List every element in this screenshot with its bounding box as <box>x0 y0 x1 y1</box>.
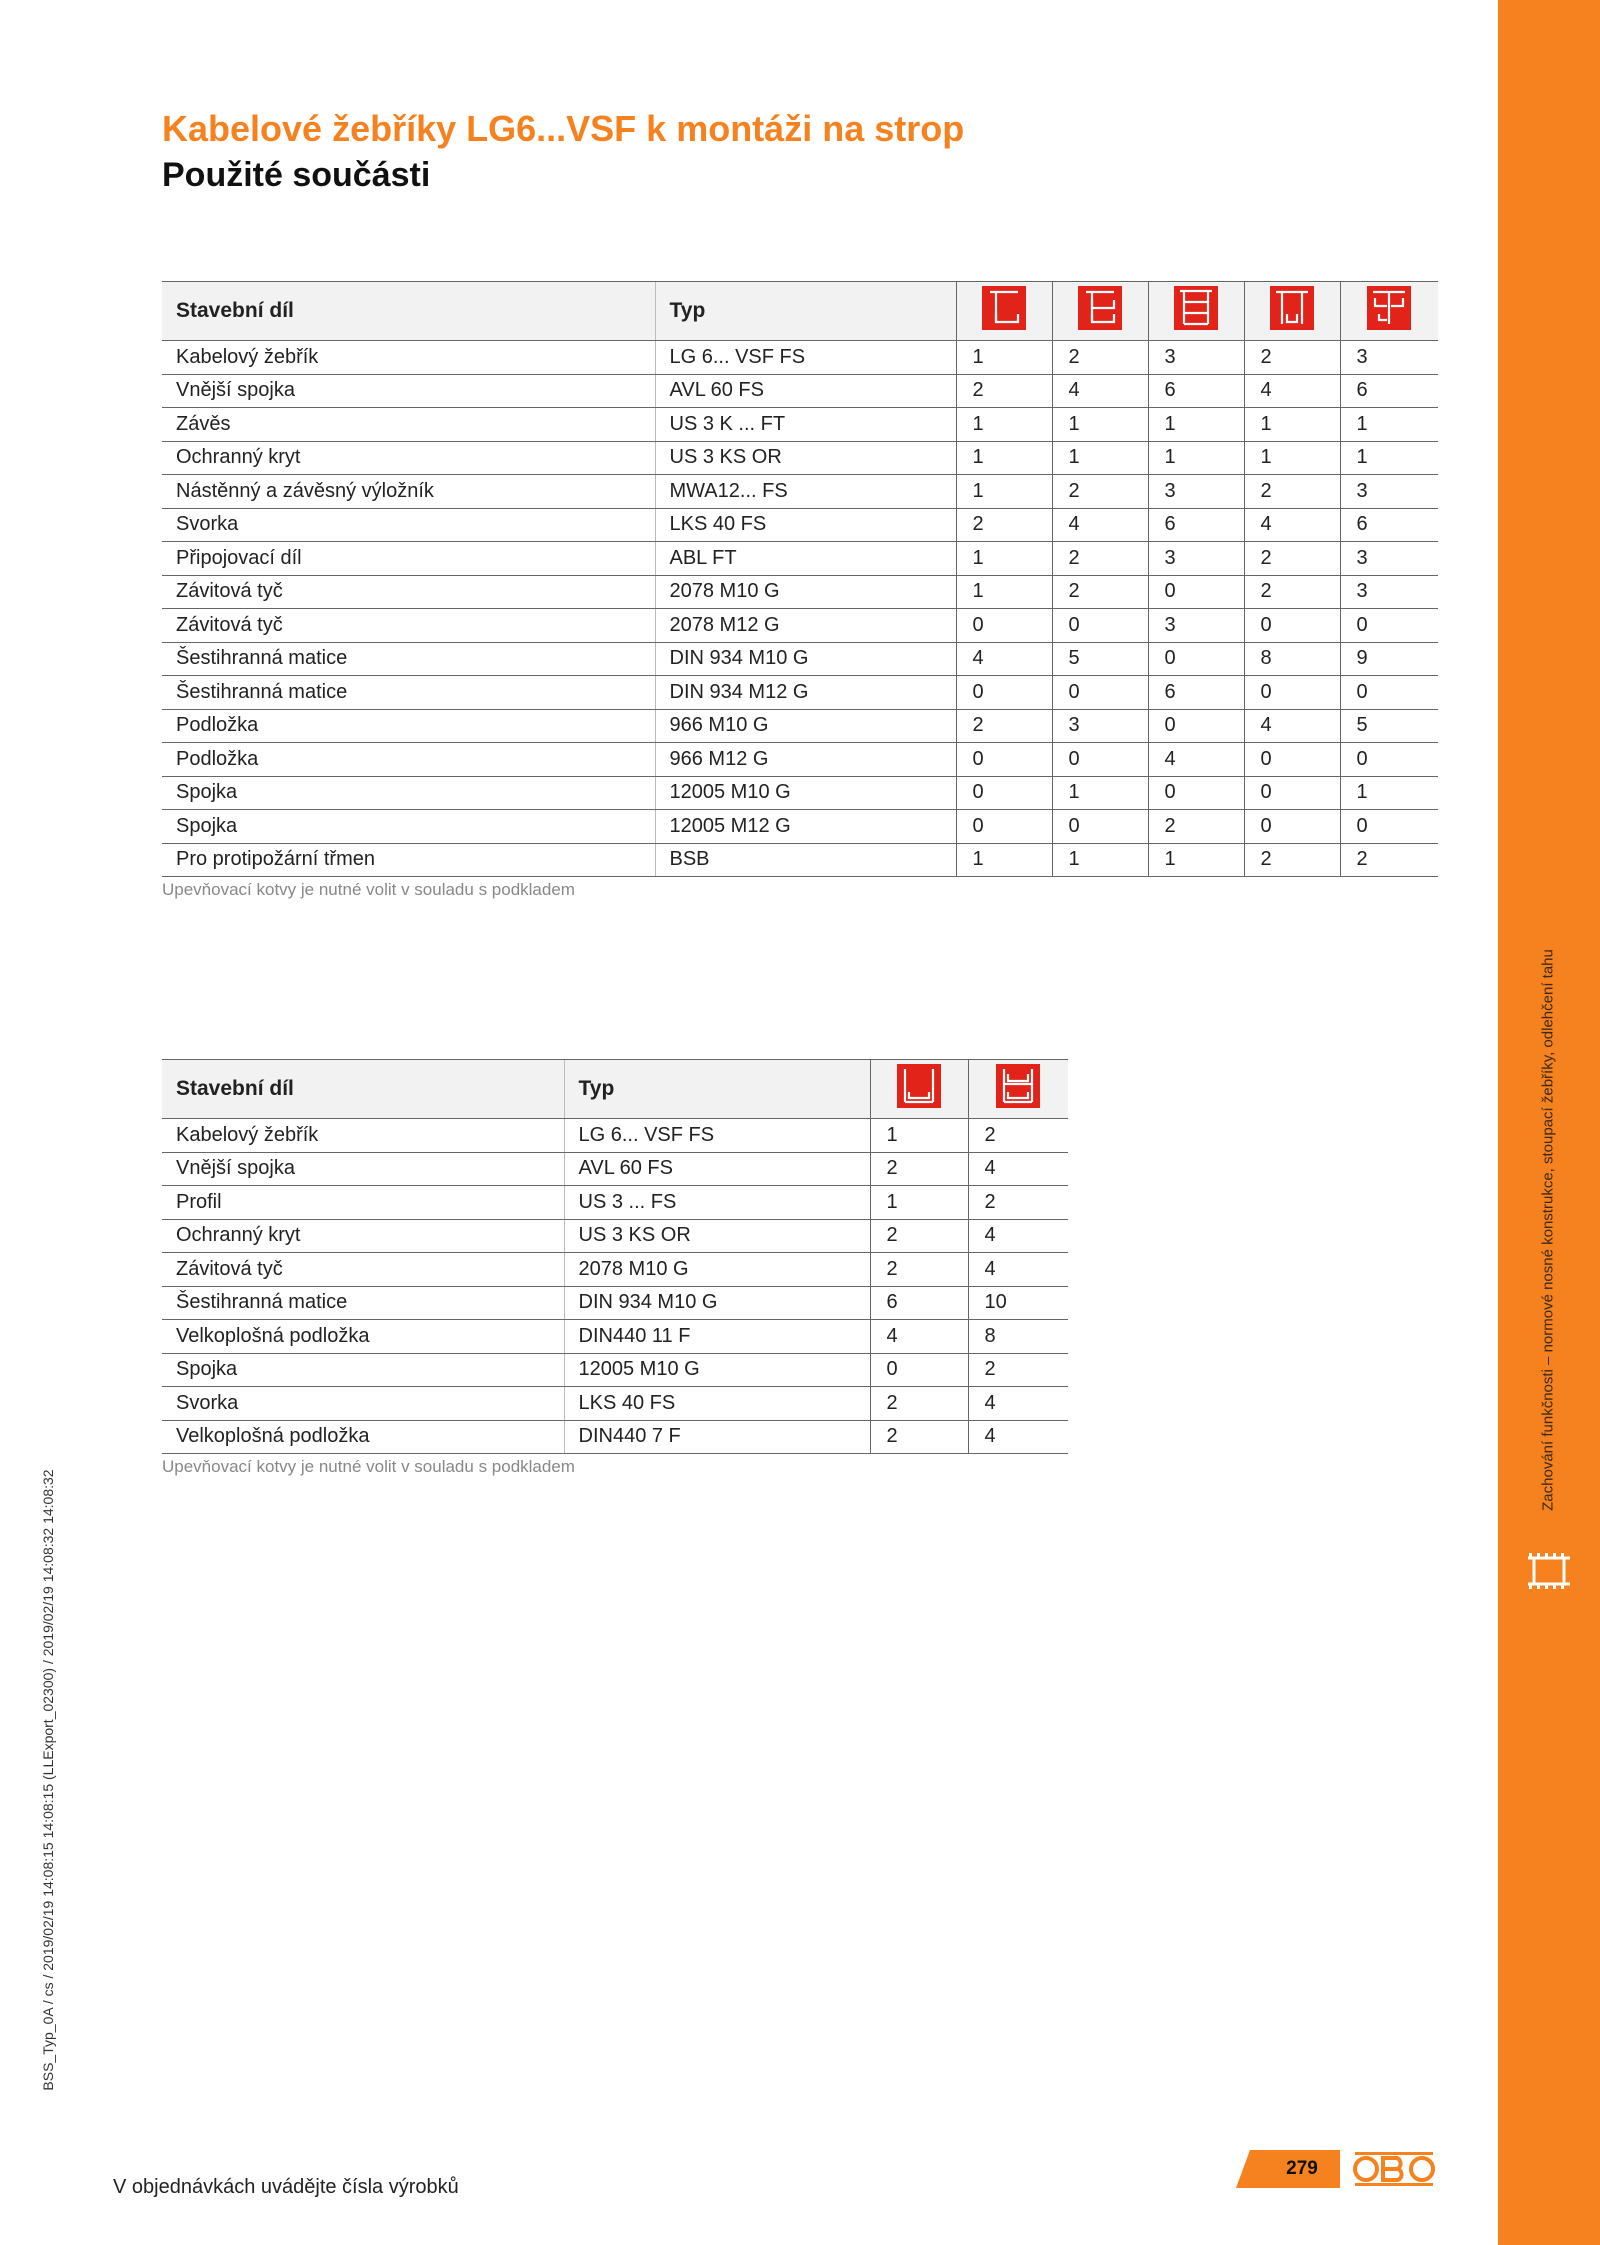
quantity-cell: 0 <box>1244 776 1340 810</box>
part-name-cell: Podložka <box>162 709 655 743</box>
quantity-cell: 1 <box>1244 441 1340 475</box>
part-name-cell: Závitová tyč <box>162 1253 564 1287</box>
quantity-cell: 2 <box>1340 843 1438 877</box>
quantity-cell: 0 <box>956 676 1052 710</box>
table-header-row <box>162 1060 1068 1119</box>
quantity-cell: 2 <box>1052 542 1148 576</box>
quantity-cell: 3 <box>1340 341 1438 375</box>
quantity-cell: 4 <box>1052 508 1148 542</box>
quantity-cell: 6 <box>1340 374 1438 408</box>
part-name-cell: Kabelový žebřík <box>162 1119 564 1153</box>
quantity-cell: 0 <box>956 609 1052 643</box>
quantity-cell: 5 <box>1340 709 1438 743</box>
table-header-row <box>162 282 1438 341</box>
part-name-cell: Spojka <box>162 776 655 810</box>
part-type-cell: MWA12... FS <box>655 475 956 509</box>
part-name-cell: Podložka <box>162 743 655 777</box>
part-type-cell: 966 M10 G <box>655 709 956 743</box>
part-name-cell: Šestihranná matice <box>162 1286 564 1320</box>
part-type-cell: DIN 934 M10 G <box>564 1286 870 1320</box>
quantity-cell: 2 <box>870 1219 968 1253</box>
trapeze-double-icon <box>996 1064 1040 1114</box>
quantity-cell: 1 <box>956 441 1052 475</box>
page-title: Kabelové žebříky LG6...VSF k montáži na strop <box>162 108 965 149</box>
export-metadata: BSS_Typ_0A / cs / 2019/02/19 14:08:15 14:08:15 (LLExport_02300) / 2019/02/19 14:08:32 14:08:32 <box>40 1469 56 2091</box>
table-row <box>162 1420 1068 1454</box>
table-row <box>162 508 1438 542</box>
table-row <box>162 709 1438 743</box>
table-row <box>162 475 1438 509</box>
quantity-cell: 1 <box>1340 776 1438 810</box>
quantity-cell: 4 <box>956 642 1052 676</box>
quantity-cell: 0 <box>1244 609 1340 643</box>
table-row <box>162 843 1438 877</box>
part-name-cell: Závitová tyč <box>162 575 655 609</box>
quantity-cell: 1 <box>1340 408 1438 442</box>
quantity-cell: 6 <box>1148 676 1244 710</box>
part-type-cell: 12005 M10 G <box>655 776 956 810</box>
quantity-cell: 2 <box>870 1420 968 1454</box>
quantity-cell: 2 <box>870 1253 968 1287</box>
quantity-cell: 2 <box>1244 843 1340 877</box>
table-row <box>162 642 1438 676</box>
quantity-cell: 3 <box>1148 609 1244 643</box>
table-row <box>162 1353 1068 1387</box>
page-subtitle: Použité součásti <box>162 156 431 194</box>
quantity-cell: 0 <box>1244 810 1340 844</box>
quantity-cell: 4 <box>1244 374 1340 408</box>
ceiling-mount-center-hanger-icon <box>1367 286 1411 336</box>
quantity-cell: 4 <box>1052 374 1148 408</box>
column-header-variant-5 <box>1340 282 1438 341</box>
table-row <box>162 542 1438 576</box>
quantity-cell: 2 <box>870 1152 968 1186</box>
quantity-cell: 4 <box>968 1152 1068 1186</box>
quantity-cell: 2 <box>956 709 1052 743</box>
quantity-cell: 2 <box>1052 475 1148 509</box>
part-name-cell: Vnější spojka <box>162 374 655 408</box>
table-row <box>162 810 1438 844</box>
part-type-cell: 12005 M10 G <box>564 1353 870 1387</box>
part-type-cell: DIN440 7 F <box>564 1420 870 1454</box>
part-type-cell: 2078 M10 G <box>655 575 956 609</box>
ceiling-mount-single-icon <box>982 286 1026 336</box>
quantity-cell: 1 <box>1148 843 1244 877</box>
quantity-cell: 1 <box>1340 441 1438 475</box>
part-name-cell: Spojka <box>162 1353 564 1387</box>
table-row <box>162 609 1438 643</box>
quantity-cell: 1 <box>1052 776 1148 810</box>
quantity-cell: 2 <box>956 508 1052 542</box>
quantity-cell: 2 <box>1244 575 1340 609</box>
table-row <box>162 575 1438 609</box>
quantity-cell: 1 <box>1052 408 1148 442</box>
quantity-cell: 2 <box>968 1186 1068 1220</box>
part-name-cell: Spojka <box>162 810 655 844</box>
part-type-cell: LG 6... VSF FS <box>564 1119 870 1153</box>
quantity-cell: 3 <box>1340 542 1438 576</box>
quantity-cell: 0 <box>1052 810 1148 844</box>
page-number: 279 <box>1286 2158 1318 2179</box>
quantity-cell: 1 <box>870 1119 968 1153</box>
quantity-cell: 0 <box>870 1353 968 1387</box>
quantity-cell: 2 <box>1244 542 1340 576</box>
quantity-cell: 6 <box>1340 508 1438 542</box>
part-type-cell: ABL FT <box>655 542 956 576</box>
part-name-cell: Velkoplošná podložka <box>162 1320 564 1354</box>
quantity-cell: 6 <box>1148 508 1244 542</box>
quantity-cell: 0 <box>1052 743 1148 777</box>
part-type-cell: 12005 M12 G <box>655 810 956 844</box>
part-name-cell: Připojovací díl <box>162 542 655 576</box>
quantity-cell: 2 <box>1052 341 1148 375</box>
part-name-cell: Ochranný kryt <box>162 1219 564 1253</box>
part-name-cell: Šestihranná matice <box>162 642 655 676</box>
quantity-cell: 3 <box>1340 575 1438 609</box>
quantity-cell: 1 <box>1148 441 1244 475</box>
table-row <box>162 408 1438 442</box>
column-header-variant-3 <box>1148 282 1244 341</box>
column-header-part: Stavební díl <box>162 282 655 341</box>
quantity-cell: 0 <box>1148 642 1244 676</box>
table-row <box>162 441 1438 475</box>
part-name-cell: Pro protipožární třmen <box>162 843 655 877</box>
table-row <box>162 1320 1068 1354</box>
part-name-cell: Závitová tyč <box>162 609 655 643</box>
quantity-cell: 0 <box>1244 676 1340 710</box>
quantity-cell: 4 <box>968 1253 1068 1287</box>
quantity-cell: 0 <box>956 776 1052 810</box>
part-type-cell: AVL 60 FS <box>655 374 956 408</box>
part-name-cell: Závěs <box>162 408 655 442</box>
quantity-cell: 0 <box>956 810 1052 844</box>
part-type-cell: US 3 KS OR <box>655 441 956 475</box>
part-type-cell: DIN440 11 F <box>564 1320 870 1354</box>
quantity-cell: 5 <box>1052 642 1148 676</box>
quantity-cell: 4 <box>1244 709 1340 743</box>
part-type-cell: US 3 KS OR <box>564 1219 870 1253</box>
column-header-variant-1 <box>870 1060 968 1119</box>
quantity-cell: 2 <box>1148 810 1244 844</box>
quantity-cell: 4 <box>1244 508 1340 542</box>
part-type-cell: DIN 934 M12 G <box>655 676 956 710</box>
quantity-cell: 4 <box>968 1387 1068 1421</box>
quantity-cell: 0 <box>1340 676 1438 710</box>
part-name-cell: Ochranný kryt <box>162 441 655 475</box>
side-section-label: Zachování funkčnosti – normové nosné konstrukce, stoupací žebříky, odlehčení tahu <box>1539 949 1557 1511</box>
column-header-type: Typ <box>564 1060 870 1119</box>
table-row <box>162 676 1438 710</box>
quantity-cell: 1 <box>956 843 1052 877</box>
quantity-cell: 9 <box>1340 642 1438 676</box>
quantity-cell: 2 <box>1244 341 1340 375</box>
quantity-cell: 1 <box>1052 843 1148 877</box>
column-header-variant-4 <box>1244 282 1340 341</box>
table-row <box>162 1286 1068 1320</box>
part-type-cell: 2078 M10 G <box>564 1253 870 1287</box>
quantity-cell: 0 <box>1340 609 1438 643</box>
quantity-cell: 0 <box>1148 575 1244 609</box>
quantity-cell: 0 <box>1244 743 1340 777</box>
quantity-cell: 1 <box>956 575 1052 609</box>
table-row <box>162 1253 1068 1287</box>
part-type-cell: US 3 K ... FT <box>655 408 956 442</box>
quantity-cell: 1 <box>870 1186 968 1220</box>
quantity-cell: 3 <box>1148 341 1244 375</box>
quantity-cell: 10 <box>968 1286 1068 1320</box>
quantity-cell: 1 <box>1244 408 1340 442</box>
quantity-cell: 2 <box>968 1119 1068 1153</box>
part-name-cell: Kabelový žebřík <box>162 341 655 375</box>
quantity-cell: 2 <box>870 1387 968 1421</box>
part-type-cell: LKS 40 FS <box>655 508 956 542</box>
quantity-cell: 2 <box>968 1353 1068 1387</box>
quantity-cell: 1 <box>956 408 1052 442</box>
quantity-cell: 2 <box>956 374 1052 408</box>
quantity-cell: 4 <box>968 1420 1068 1454</box>
quantity-cell: 8 <box>968 1320 1068 1354</box>
part-type-cell: 966 M12 G <box>655 743 956 777</box>
part-type-cell: LKS 40 FS <box>564 1387 870 1421</box>
column-header-type: Typ <box>655 282 956 341</box>
components-table-ceiling <box>162 281 1438 877</box>
table-row <box>162 1152 1068 1186</box>
quantity-cell: 3 <box>1148 475 1244 509</box>
ceiling-mount-two-hanger-icon <box>1270 286 1314 336</box>
part-name-cell: Svorka <box>162 508 655 542</box>
quantity-cell: 1 <box>956 542 1052 576</box>
part-name-cell: Nástěnný a závěsný výložník <box>162 475 655 509</box>
column-header-variant-2 <box>1052 282 1148 341</box>
quantity-cell: 3 <box>1052 709 1148 743</box>
ceiling-mount-double-icon <box>1078 286 1122 336</box>
quantity-cell: 0 <box>1340 743 1438 777</box>
table-row <box>162 341 1438 375</box>
column-header-variant-1 <box>956 282 1052 341</box>
column-header-part: Stavební díl <box>162 1060 564 1119</box>
table-row <box>162 776 1438 810</box>
quantity-cell: 0 <box>1340 810 1438 844</box>
quantity-cell: 3 <box>1148 542 1244 576</box>
quantity-cell: 4 <box>870 1320 968 1354</box>
part-name-cell: Profil <box>162 1186 564 1220</box>
quantity-cell: 1 <box>1148 408 1244 442</box>
part-type-cell: US 3 ... FS <box>564 1186 870 1220</box>
cable-ladder-icon <box>1526 1552 1572 1595</box>
anchor-note: Upevňovací kotvy je nutné volit v souladu s podkladem <box>162 1457 575 1476</box>
column-header-variant-2 <box>968 1060 1068 1119</box>
quantity-cell: 1 <box>956 341 1052 375</box>
anchor-note: Upevňovací kotvy je nutné volit v souladu s podkladem <box>162 880 575 899</box>
components-table-trapeze <box>162 1059 1068 1454</box>
part-type-cell: DIN 934 M10 G <box>655 642 956 676</box>
quantity-cell: 2 <box>1052 575 1148 609</box>
quantity-cell: 4 <box>1148 743 1244 777</box>
quantity-cell: 1 <box>1052 441 1148 475</box>
table-row <box>162 1186 1068 1220</box>
obo-logo <box>1352 2152 1436 2191</box>
quantity-cell: 4 <box>968 1219 1068 1253</box>
table-row <box>162 1387 1068 1421</box>
part-name-cell: Šestihranná matice <box>162 676 655 710</box>
part-name-cell: Vnější spojka <box>162 1152 564 1186</box>
quantity-cell: 0 <box>1148 709 1244 743</box>
quantity-cell: 2 <box>1244 475 1340 509</box>
table-row <box>162 1219 1068 1253</box>
quantity-cell: 1 <box>956 475 1052 509</box>
part-type-cell: AVL 60 FS <box>564 1152 870 1186</box>
part-type-cell: 2078 M12 G <box>655 609 956 643</box>
quantity-cell: 0 <box>1052 609 1148 643</box>
table-row <box>162 374 1438 408</box>
table-row <box>162 1119 1068 1153</box>
trapeze-single-icon <box>897 1064 941 1114</box>
part-name-cell: Svorka <box>162 1387 564 1421</box>
quantity-cell: 3 <box>1340 475 1438 509</box>
quantity-cell: 6 <box>870 1286 968 1320</box>
footer-note: V objednávkách uvádějte čísla výrobků <box>113 2176 459 2198</box>
ceiling-mount-triple-icon <box>1174 286 1218 336</box>
quantity-cell: 6 <box>1148 374 1244 408</box>
part-name-cell: Velkoplošná podložka <box>162 1420 564 1454</box>
quantity-cell: 0 <box>956 743 1052 777</box>
quantity-cell: 8 <box>1244 642 1340 676</box>
part-type-cell: LG 6... VSF FS <box>655 341 956 375</box>
quantity-cell: 0 <box>1052 676 1148 710</box>
quantity-cell: 0 <box>1148 776 1244 810</box>
part-type-cell: BSB <box>655 843 956 877</box>
table-row <box>162 743 1438 777</box>
